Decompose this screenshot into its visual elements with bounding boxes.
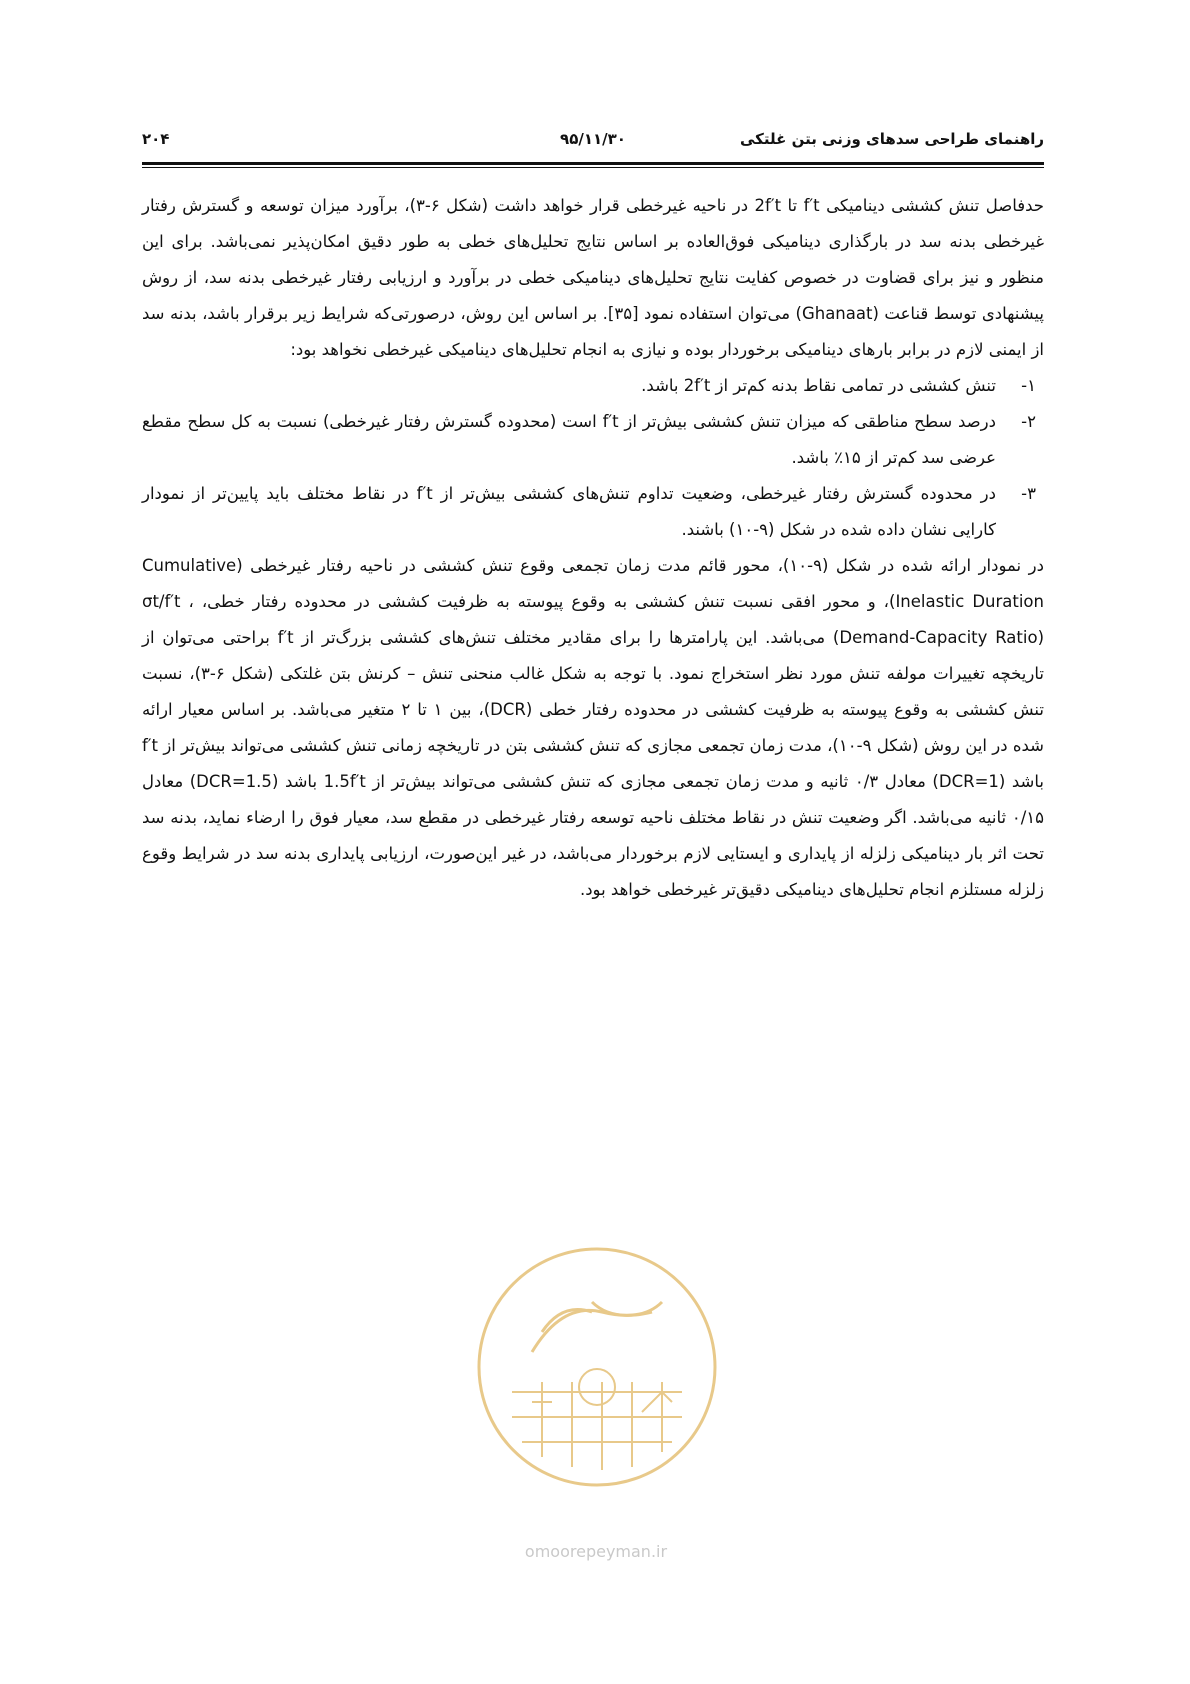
header-rule-thick bbox=[142, 162, 1044, 165]
page-number: ۲۰۴ bbox=[142, 130, 170, 148]
list-item-number: ۱- bbox=[1021, 376, 1036, 395]
paragraph-2: در نمودار ارائه شده در شکل (۹-۱۰)، محور قائم مدت زمان تجمعی وقوع تنش کششی در ناحیه رفتار غیرخطی (Cumulative Inelastic Duration)، و محور افقی نسبت تنش کششی به وقوع پیوسته به ظرفیت کششی در محدوده رفتار خطی، σt/f′t ،(Demand-Capacity Ratio) می‌باشد. این پارامترها را برای مقادیر مختلف تنش‌های کششی بزرگ‌تر از f′t براحتی می‌توان از تاریخچه تغییرات مولفه تنش مورد نظر استخراج نمود. با توجه به شکل غالب منحنی تنش – کرنش بتن غلتکی (شکل ۶-۳)، نسبت تنش کششی به وقوع پیوسته به ظرفیت کششی در محدوده رفتار خطی (DCR)، بین ۱ تا ۲ متغیر می‌باشد. بر اساس معیار ارائه شده در این روش (شکل ۹-۱۰)، مدت زمان تجمعی مجازی که تنش کششی بتن در تاریخچه زمانی تنش کششی می‌تواند بیش‌تر از f′t باشد (DCR=1) معادل ۰/۳ ثانیه و مدت زمان تجمعی مجازی که تنش کششی می‌تواند بیش‌تر از 1.5f′t باشد (DCR=1.5) معادل ۰/۱۵ ثانیه می‌باشد. اگر وضعیت تنش در نقاط مختلف ناحیه توسعه رفتار غیرخطی در مقطع سد، معیار فوق را ارضاء نماید، بدنه سد تحت اثر بار دینامیکی زلزله از پایداری و ایستایی لازم برخوردار می‌باشد، در غیر این‌صورت، ارزیابی پایداری بدنه سد در شرایط وقوع زلزله مستلزم انجام تحلیل‌های دینامیکی دقیق‌تر غیرخطی خواهد بود. bbox=[142, 556, 1045, 899]
list-item-text: در محدوده گسترش رفتار غیرخطی، وضعیت تداوم تنش‌های کششی بیش‌تر از f′t در نقاط مختلف باید پایین‌تر از نمودار کارایی نشان داده شده در شکل (۹-۱۰) باشند. bbox=[142, 484, 996, 539]
scale-icon bbox=[530, 1402, 554, 1417]
paragraph-1: حدفاصل تنش کششی دینامیکی f′t تا 2f′t در ناحیه غیرخطی قرار خواهد داشت (شکل ۶-۳)، برآورد میزان توسعه و گسترش رفتار غیرخطی بدنه سد در بارگذاری دینامیکی فوق‌العاده بر اساس نتایج تحلیل‌های خطی به طور دقیق امکان‌پذیر نمی‌باشد. برای این منظور و نیز برای قضاوت در خصوص کفایت نتایج تحلیل‌های دینامیکی خطی در برآورد و ارزیابی رفتار غیرخطی بدنه سد، از روش پیشنهادی توسط قناعت (Ghanaat) می‌توان استفاده نمود [۳۵]. بر اساس این روش، درصورتی‌که شرایط زیر برقرار باشد، بدنه سد از ایمنی لازم در برابر بارهای دینامیکی برخوردار بوده و نیازی به انجام تحلیل‌های دینامیکی غیرخطی نخواهد بود: bbox=[142, 196, 1045, 359]
list-item-text: تنش کششی در تمامی نقاط بدنه کم‌تر از 2f′t باشد. bbox=[641, 376, 996, 395]
watermark-logo bbox=[472, 1242, 722, 1492]
list-item bbox=[142, 404, 1044, 476]
watermark-calligraphy bbox=[532, 1302, 662, 1352]
header-rule-thin bbox=[142, 167, 1044, 168]
list-item bbox=[142, 476, 1044, 548]
header-date: ۹۵/۱۱/۳۰ bbox=[560, 130, 626, 148]
list-item-number: ۲- bbox=[1021, 412, 1036, 431]
excavator-icon bbox=[642, 1392, 672, 1412]
list-item-number: ۳- bbox=[1021, 484, 1036, 503]
document-body bbox=[142, 188, 1044, 908]
watermark-circle bbox=[479, 1249, 715, 1485]
gear-icon bbox=[579, 1369, 615, 1405]
header-title: راهنمای طراحی سدهای وزنی بتن غلتکی bbox=[739, 130, 1044, 148]
list-item bbox=[142, 368, 1044, 404]
watermark-url: omoorepeyman.ir bbox=[524, 1542, 668, 1561]
list-item-text: درصد سطح مناطقی که میزان تنش کششی بیش‌تر از f′t است (محدوده گسترش رفتار غیرخطی) نسبت به کل سطح مقطع عرضی سد کم‌تر از ۱۵٪ باشد. bbox=[142, 412, 996, 467]
